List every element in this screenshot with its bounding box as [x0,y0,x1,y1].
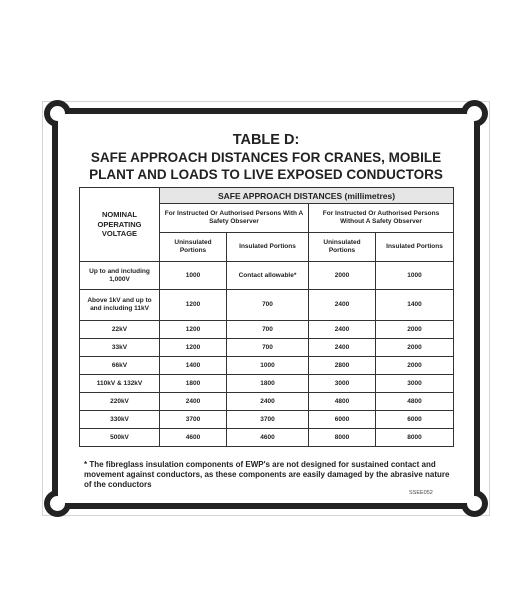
voltage-cell: 500kV [80,429,160,447]
distance-cell: 1200 [160,290,227,321]
distance-cell: 1000 [376,262,454,290]
distance-cell: 8000 [376,429,454,447]
table-row [80,357,454,375]
distance-cell: 2400 [309,290,376,321]
distance-cell: 2000 [309,262,376,290]
distance-cell: 8000 [309,429,376,447]
distance-cell: 2400 [309,321,376,339]
table-row [80,339,454,357]
table-row [80,262,454,290]
table-row [80,321,454,339]
distance-cell: 4800 [309,393,376,411]
distance-cell: 2400 [227,393,309,411]
heading-line-2: SAFE APPROACH DISTANCES FOR CRANES, MOBILE [90,150,442,165]
distance-cell: 3000 [376,375,454,393]
voltage-cell: Above 1kV and up to and including 11kV [80,290,160,321]
footnote: * The fibreglass insulation components of EWP's are not designed for sustained contact and movement against conductors, as these components are easily damaged by the abrasive nature of the conductors [84,460,450,489]
distance-cell: 1400 [160,357,227,375]
table-row [80,429,454,447]
distance-cell: 4600 [227,429,309,447]
distance-cell: 1400 [376,290,454,321]
voltage-cell: 22kV [80,321,160,339]
distance-cell: 1800 [160,375,227,393]
table-row [80,290,454,321]
distance-cell: 2000 [376,339,454,357]
voltage-cell: 110kV & 132kV [80,375,160,393]
voltage-cell: 330kV [80,411,160,429]
distance-cell: 700 [227,290,309,321]
heading-line-3: PLANT AND LOADS TO LIVE EXPOSED CONDUCTORS [89,167,443,182]
distance-cell: 6000 [376,411,454,429]
distances-header: SAFE APPROACH DISTANCES (millimetres) [160,188,454,204]
table-row [80,375,454,393]
table-row [80,411,454,429]
sign-heading [58,132,474,183]
distance-cell: 6000 [309,411,376,429]
distance-cell: 3700 [227,411,309,429]
distance-cell: 2400 [309,339,376,357]
distance-cell: 3000 [309,375,376,393]
distance-cell: 1200 [160,321,227,339]
insulated-header-1: Insulated Portions [227,233,309,262]
voltage-cell: Up to and including 1,000V [80,262,160,290]
distance-cell: 3700 [160,411,227,429]
distance-cell: 1800 [227,375,309,393]
distance-cell: 1000 [160,262,227,290]
distance-cell: 2000 [376,321,454,339]
voltage-cell: 220kV [80,393,160,411]
distance-cell: 4600 [160,429,227,447]
distance-cell: 700 [227,321,309,339]
product-code: SSEE052 [409,490,433,496]
voltage-cell: 33kV [80,339,160,357]
distance-cell: 1200 [160,339,227,357]
without-observer-header: For Instructed Or Authorised Persons Without A Safety Observer [309,204,454,233]
uninsulated-header-1: Uninsulated Portions [160,233,227,262]
distance-cell: 700 [227,339,309,357]
distance-cell: 4800 [376,393,454,411]
voltage-cell: 66kV [80,357,160,375]
nominal-voltage-header: NOMINAL OPERATING VOLTAGE [80,188,160,262]
distance-cell: 2000 [376,357,454,375]
distance-cell: 2800 [309,357,376,375]
heading-line-1: TABLE D: [232,132,300,148]
distance-cell: 2400 [160,393,227,411]
uninsulated-header-2: Uninsulated Portions [309,233,376,262]
distance-cell: Contact allowable* [227,262,309,290]
distance-cell: 1000 [227,357,309,375]
insulated-header-2: Insulated Portions [376,233,454,262]
with-observer-header: For Instructed Or Authorised Persons With A Safety Observer [160,204,309,233]
table-row [80,393,454,411]
safe-approach-distances-table [79,187,454,447]
